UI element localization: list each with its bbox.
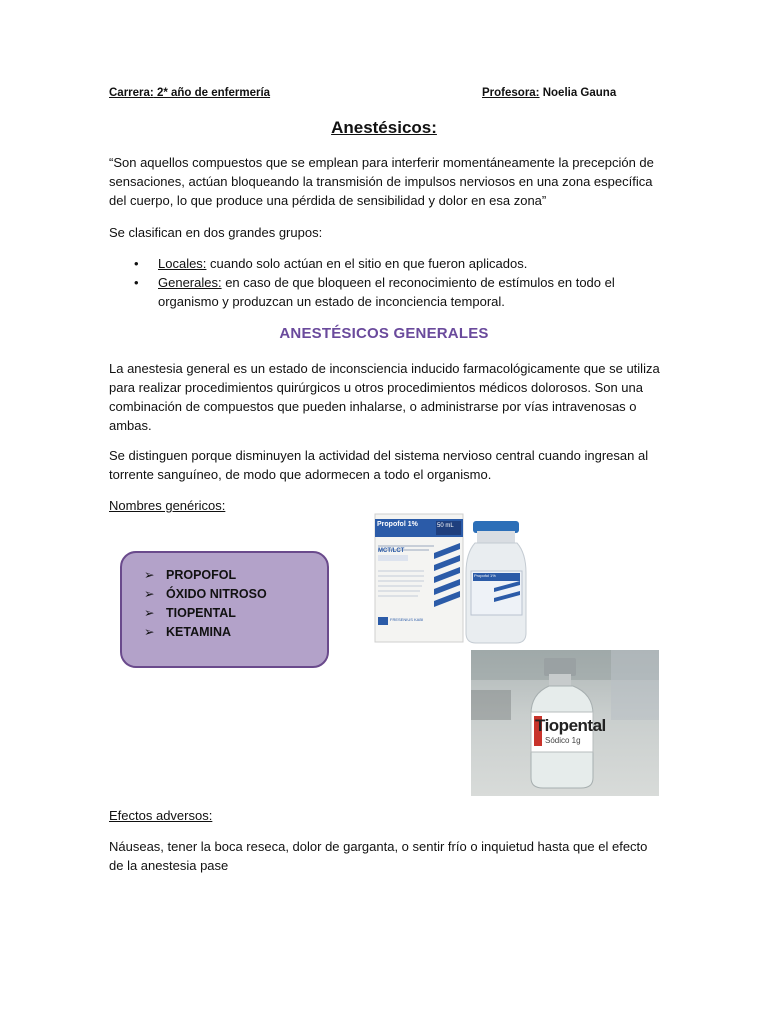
propofol-photo — [374, 513, 529, 645]
propofol-box-volume: 50 mL — [437, 523, 454, 529]
profesora-header — [482, 87, 616, 99]
propofol-image — [374, 513, 529, 645]
paragraph-cns: Se distinguen porque disminuyen la actividad del sistema nervioso central cuando ingresan al torrente sanguíneo, de modo que adormecen a todo el organismo. — [109, 448, 649, 482]
tiopental-brand: Tiopental — [535, 716, 606, 735]
profesora-label: Profesora: — [482, 87, 540, 99]
arrow-bullet-icon: ➢ — [144, 587, 155, 601]
list-item — [122, 604, 327, 623]
profesora-value: Noelia Gauna — [539, 87, 617, 99]
propofol-box-maker: FRESENIUS KABI — [390, 617, 424, 622]
generic-names-label: Nombres genéricos: — [109, 498, 226, 513]
adverse-effects-text: Náuseas, tener la boca reseca, dolor de garganta, o sentir frío o inquietud hasta que el efecto de la anestesia pase — [109, 839, 648, 873]
bullet-icon: • — [134, 256, 139, 271]
generic-names-box — [120, 551, 329, 668]
group-text: cuando solo actúan en el sitio en que fueron aplicados. — [206, 256, 528, 271]
list-item — [112, 254, 652, 273]
generic-name: PROPOFOL — [166, 568, 237, 582]
generic-name: KETAMINA — [166, 625, 232, 639]
carrera-label: Carrera: — [109, 87, 154, 99]
groups-list — [112, 254, 652, 311]
paragraph-general-anesthesia: La anestesia general es un estado de inconsciencia inducido farmacológicamente que se utiliza para realizar procedimientos quirúrgicos u otros procedimientos médicos dolorosos. Son una combinación de compuestos que pueden inhalarse, o administrarse por vías intravenosas o ambas. — [109, 361, 660, 433]
group-text: en caso de que bloqueen el reconocimiento de estímulos en todo el organismo y produzcan un estado de inconciencia temporal. — [158, 275, 615, 309]
page-title: Anestésicos: — [331, 118, 437, 137]
list-item — [112, 273, 652, 311]
propofol-box-brand: Propofol 1% — [377, 521, 418, 528]
propofol-box-code: MCT/LCT — [378, 548, 405, 554]
group-label: Generales: — [158, 275, 222, 290]
tiopental-photo — [471, 650, 659, 796]
arrow-bullet-icon: ➢ — [144, 568, 155, 582]
generic-names-list — [122, 566, 327, 642]
propofol-vial-label: Propofol 1% — [474, 573, 496, 578]
bullet-icon: • — [134, 275, 139, 290]
group-label: Locales: — [158, 256, 207, 271]
generic-name: TIOPENTAL — [166, 606, 236, 620]
adverse-effects-label: Efectos adversos: — [109, 808, 213, 823]
tiopental-sub: Sódico 1g — [545, 736, 581, 745]
section-title: ANESTÉSICOS GENERALES — [279, 325, 489, 342]
arrow-bullet-icon: ➢ — [144, 625, 155, 639]
list-item — [122, 585, 327, 604]
carrera-value: 2* año de enfermería — [153, 87, 271, 99]
classification-intro: Se clasifican en dos grandes grupos: — [109, 225, 323, 240]
carrera-header — [109, 87, 270, 99]
arrow-bullet-icon: ➢ — [144, 606, 155, 620]
generic-name: ÓXIDO NITROSO — [166, 587, 267, 601]
list-item — [122, 566, 327, 585]
definition-paragraph: “Son aquellos compuestos que se emplean para interferir momentáneamente la precepción de sensaciones, actúan bloqueando la transmisión de impulsos nerviosos en una zona específica del cuerpo, lo que produce una pérdida de sensibilidad y dolor en esa zona” — [109, 155, 654, 208]
list-item — [122, 623, 327, 642]
